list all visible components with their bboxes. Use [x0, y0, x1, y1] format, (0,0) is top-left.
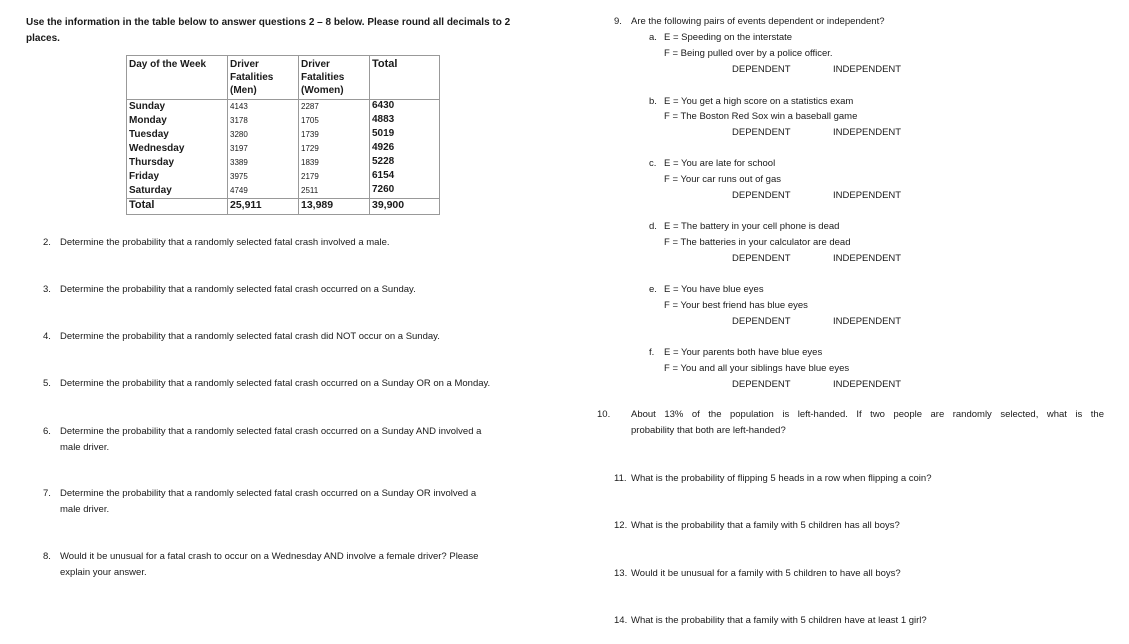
- table-total-row: [127, 199, 440, 215]
- question-number: 14.: [614, 615, 628, 626]
- question-4: [43, 329, 533, 345]
- question-text: Determine the probability that a randomly selected fatal crash involved a male.: [60, 237, 390, 248]
- cell-day: Saturday: [127, 184, 228, 199]
- cell-total: 7260: [370, 184, 440, 199]
- cell-men: 3280: [228, 128, 299, 142]
- dependent-option[interactable]: DEPENDENT: [732, 379, 791, 390]
- cell-men: 4143: [228, 100, 299, 115]
- event-e: E = Speeding on the interstate: [664, 32, 793, 43]
- question-6: [43, 424, 533, 456]
- cell-total-label: Total: [127, 199, 228, 215]
- question-number: 2.: [43, 237, 51, 248]
- cell-men: 3197: [228, 142, 299, 156]
- dependent-option[interactable]: DEPENDENT: [732, 316, 791, 327]
- question-text: What is the probability that a family with 5 children have at least 1 girl?: [631, 615, 927, 626]
- cell-women: 1739: [299, 128, 370, 142]
- cell-men: 3389: [228, 156, 299, 170]
- question-text: Determine the probability that a randomly selected fatal crash occurred on a Sunday OR on a Monday.: [60, 378, 491, 389]
- question-number: 4.: [43, 331, 51, 342]
- event-f: F = The batteries in your calculator are dead: [664, 237, 851, 248]
- instructions: Use the information in the table below to answer questions 2 – 8 below. Please round all decimals to 2 places.: [26, 17, 511, 44]
- question-8: [43, 549, 533, 581]
- question-14: [614, 613, 1104, 629]
- cell-total-women: 13,989: [299, 199, 370, 215]
- question-5: [43, 376, 533, 392]
- table-row: [127, 170, 440, 184]
- cell-total: 4926: [370, 142, 440, 156]
- cell-day: Thursday: [127, 156, 228, 170]
- question-text: Determine the probability that a randomly selected fatal crash occurred on a Sunday OR involved a: [60, 488, 477, 499]
- event-f: F = Your car runs out of gas: [664, 174, 781, 185]
- table-row: [127, 100, 440, 115]
- header-day: Day of the Week: [127, 56, 228, 100]
- question-text: Would it be unusual for a family with 5 children to have all boys?: [631, 568, 901, 579]
- item-letter: f.: [649, 347, 655, 358]
- independent-option[interactable]: INDEPENDENT: [833, 190, 902, 201]
- question-7: [43, 486, 533, 518]
- question-text: Determine the probability that a randomly selected fatal crash did NOT occur on a Sunday.: [60, 331, 440, 342]
- table-row: [127, 114, 440, 128]
- question-text: Are the following pairs of events dependent or independent?: [631, 16, 885, 27]
- question-text: Determine the probability that a randomly selected fatal crash occurred on a Sunday.: [60, 284, 416, 295]
- cell-total: 4883: [370, 114, 440, 128]
- independent-option[interactable]: INDEPENDENT: [833, 64, 902, 75]
- event-pair-a: [649, 30, 792, 46]
- cell-women: 1839: [299, 156, 370, 170]
- question-text-cont: male driver.: [60, 504, 110, 515]
- independent-option[interactable]: INDEPENDENT: [833, 253, 902, 264]
- cell-day: Sunday: [127, 100, 228, 115]
- question-text-cont: male driver.: [60, 442, 110, 453]
- question-text: About 13% of the population is left-handed. If two people are randomly selected, what is the: [631, 409, 1104, 420]
- question-text: What is the probability that a family with 5 children has all boys?: [631, 520, 900, 531]
- question-text-cont: explain your answer.: [60, 567, 147, 578]
- header-total: Total: [370, 56, 440, 100]
- question-12: [614, 518, 1104, 534]
- cell-total-men: 25,911: [228, 199, 299, 215]
- dependent-option[interactable]: DEPENDENT: [732, 253, 791, 264]
- question-number: 5.: [43, 378, 51, 389]
- event-f: F = Being pulled over by a police officer.: [664, 48, 833, 59]
- event-e: E = You have blue eyes: [664, 284, 764, 295]
- question-13: [614, 566, 1104, 582]
- table-row: [127, 128, 440, 142]
- question-text: What is the probability of flipping 5 heads in a row when flipping a coin?: [631, 473, 932, 484]
- question-number: 3.: [43, 284, 51, 295]
- question-text: Would it be unusual for a fatal crash to occur on a Wednesday AND involve a female driver? Please: [60, 551, 479, 562]
- event-pair-c: [649, 156, 775, 172]
- independent-option[interactable]: INDEPENDENT: [833, 316, 902, 327]
- cell-women: 2179: [299, 170, 370, 184]
- dependent-option[interactable]: DEPENDENT: [732, 64, 791, 75]
- question-text: Determine the probability that a randomly selected fatal crash occurred on a Sunday AND involved a: [60, 426, 482, 437]
- header-women: Driver Fatalities (Women): [299, 56, 370, 100]
- cell-women: 2287: [299, 100, 370, 115]
- event-f: F = The Boston Red Sox win a baseball game: [664, 111, 858, 122]
- question-3: [43, 282, 533, 298]
- header-men: Driver Fatalities (Men): [228, 56, 299, 100]
- question-number: 10.: [597, 409, 611, 420]
- cell-day: Monday: [127, 114, 228, 128]
- table-header-row: [127, 56, 440, 100]
- question-10: [597, 407, 1104, 439]
- event-f: F = Your best friend has blue eyes: [664, 300, 808, 311]
- event-e: E = You are late for school: [664, 158, 776, 169]
- item-letter: e.: [649, 284, 657, 295]
- cell-men: 4749: [228, 184, 299, 199]
- table-row: [127, 142, 440, 156]
- cell-women: 1705: [299, 114, 370, 128]
- cell-total: 5019: [370, 128, 440, 142]
- event-pair-b: [649, 94, 853, 110]
- question-number: 12.: [614, 520, 628, 531]
- cell-total: 5228: [370, 156, 440, 170]
- question-number: 6.: [43, 426, 51, 437]
- event-pair-f: [649, 345, 822, 361]
- item-letter: b.: [649, 96, 657, 107]
- event-pair-e: [649, 282, 764, 298]
- question-number: 9.: [614, 16, 622, 27]
- question-9: [614, 14, 1104, 30]
- independent-option[interactable]: INDEPENDENT: [833, 127, 902, 138]
- question-number: 11.: [614, 473, 627, 484]
- question-11: [614, 471, 1104, 487]
- question-text-cont: probability that both are left-handed?: [631, 425, 786, 436]
- question-number: 8.: [43, 551, 51, 562]
- table-row: [127, 184, 440, 199]
- independent-option[interactable]: INDEPENDENT: [833, 379, 902, 390]
- cell-day: Friday: [127, 170, 228, 184]
- event-e: E = Your parents both have blue eyes: [664, 347, 823, 358]
- cell-grand-total: 39,900: [370, 199, 440, 215]
- item-letter: a.: [649, 32, 657, 43]
- item-letter: d.: [649, 221, 657, 232]
- cell-total: 6430: [370, 100, 440, 115]
- question-number: 7.: [43, 488, 51, 499]
- question-number: 13.: [614, 568, 628, 579]
- event-e: E = The battery in your cell phone is dead: [664, 221, 840, 232]
- cell-day: Tuesday: [127, 128, 228, 142]
- question-2: [43, 235, 533, 251]
- item-letter: c.: [649, 158, 657, 169]
- cell-men: 3975: [228, 170, 299, 184]
- cell-women: 2511: [299, 184, 370, 199]
- event-f: F = You and all your siblings have blue eyes: [664, 363, 850, 374]
- event-e: E = You get a high score on a statistics exam: [664, 96, 854, 107]
- cell-day: Wednesday: [127, 142, 228, 156]
- cell-men: 3178: [228, 114, 299, 128]
- cell-total: 6154: [370, 170, 440, 184]
- dependent-option[interactable]: DEPENDENT: [732, 127, 791, 138]
- event-pair-d: [649, 219, 839, 235]
- dependent-option[interactable]: DEPENDENT: [732, 190, 791, 201]
- fatalities-table: [126, 55, 440, 215]
- table-row: [127, 156, 440, 170]
- cell-women: 1729: [299, 142, 370, 156]
